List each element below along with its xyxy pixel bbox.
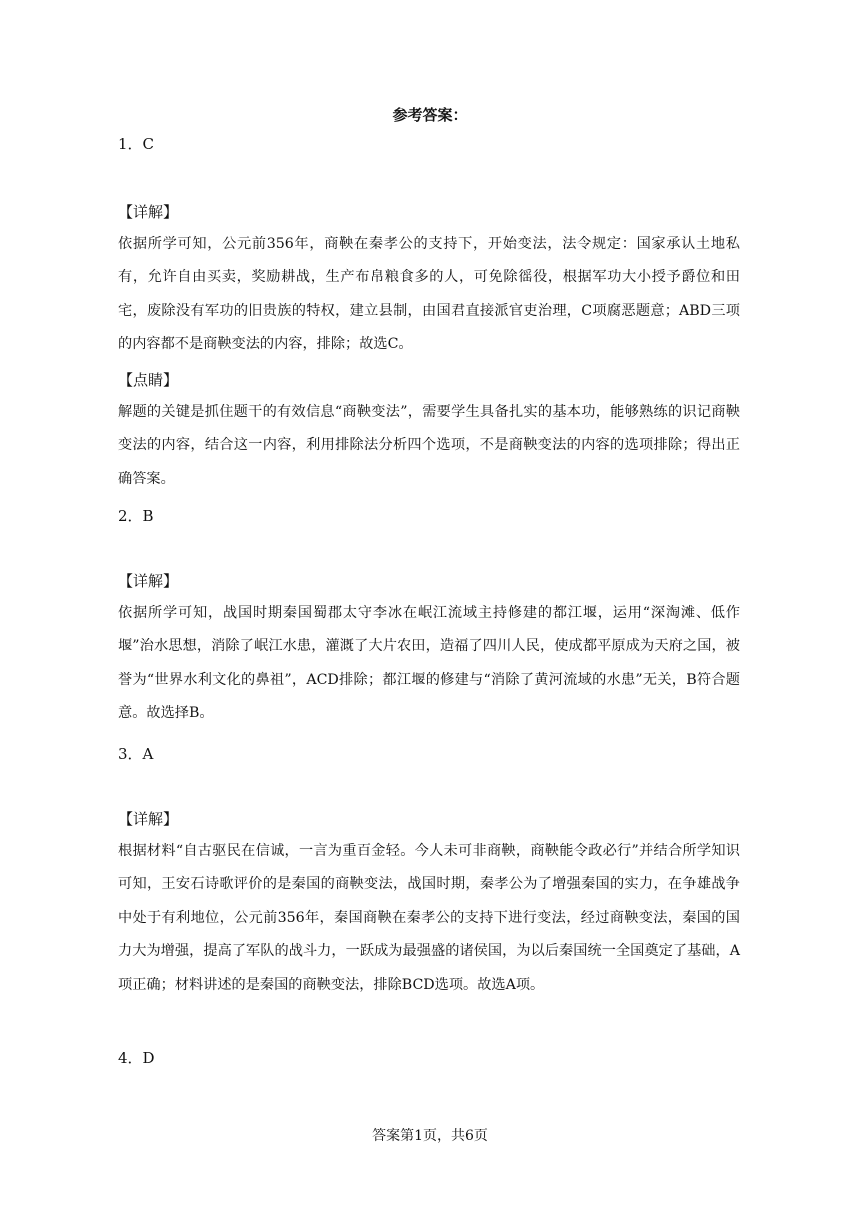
- page-title: 参考答案：: [392, 106, 468, 124]
- answer-2: 2．B: [118, 507, 154, 525]
- page-footer: 答案第1页，共6页: [372, 1128, 488, 1144]
- answer-4: 4．D: [118, 1049, 155, 1067]
- detail-text-1: 依据所学可知，公元前356年，商鞅在秦孝公的支持下，开始变法，法令规定：国家承认土地私有，允许自由买卖，奖励耕战，生产布帛粮食多的人，可免除徭役，根据军功大小授予爵位和田宅，废除没有军功的旧贵族的特权，建立县制，由国君直接派官吏治理，C项腐恶题意；ABD三项的内容都不是商鞅变法的内容，排除；故选C。: [118, 236, 740, 353]
- tip-label-1: 【点睛】: [118, 371, 179, 389]
- detail-label-1: 【详解】: [118, 203, 179, 221]
- detail-text-3: 根据材料“自古驱民在信诚，一言为重百金轻。今人未可非商鞅，商鞅能令政必行”并结合所学知识可知，王安石诗歌评价的是秦国的商鞅变法，战国时期，秦孝公为了增强秦国的实力，在争雄战争中处于有利地位，公元前356年，秦国商鞅在秦孝公的支持下进行变法，经过商鞅变法，秦国的国力大为增强，提高了军队的战斗力，一跃成为最强盛的诸侯国，为以后秦国统一全国奠定了基础，A项正确；材料讲述的是秦国的商鞅变法，排除BCD选项。故选A项。: [118, 843, 740, 993]
- answer-3: 3．A: [118, 745, 154, 763]
- detail-label-2: 【详解】: [118, 572, 179, 590]
- tip-text-1: 解题的关键是抓住题干的有效信息“商鞅变法”，需要学生具备扎实的基本功，能够熟练的识记商鞅变法的内容，结合这一内容，利用排除法分析四个选项，不是商鞅变法的内容的选项排除；得出正确答案。: [118, 404, 740, 487]
- answer-1: 1．C: [118, 135, 155, 153]
- detail-text-2: 依据所学可知，战国时期秦国蜀郡太守李冰在岷江流域主持修建的都江堰，运用“深淘滩、低作堰”治水思想，消除了岷江水患，灌溉了大片农田，造福了四川人民，使成都平原成为天府之国，被誉为“世界水利文化的鼻祖”，ACD排除；都江堰的修建与“消除了黄河流域的水患”无关，B符合题意。故选择B。: [118, 605, 740, 722]
- detail-label-3: 【详解】: [118, 810, 179, 828]
